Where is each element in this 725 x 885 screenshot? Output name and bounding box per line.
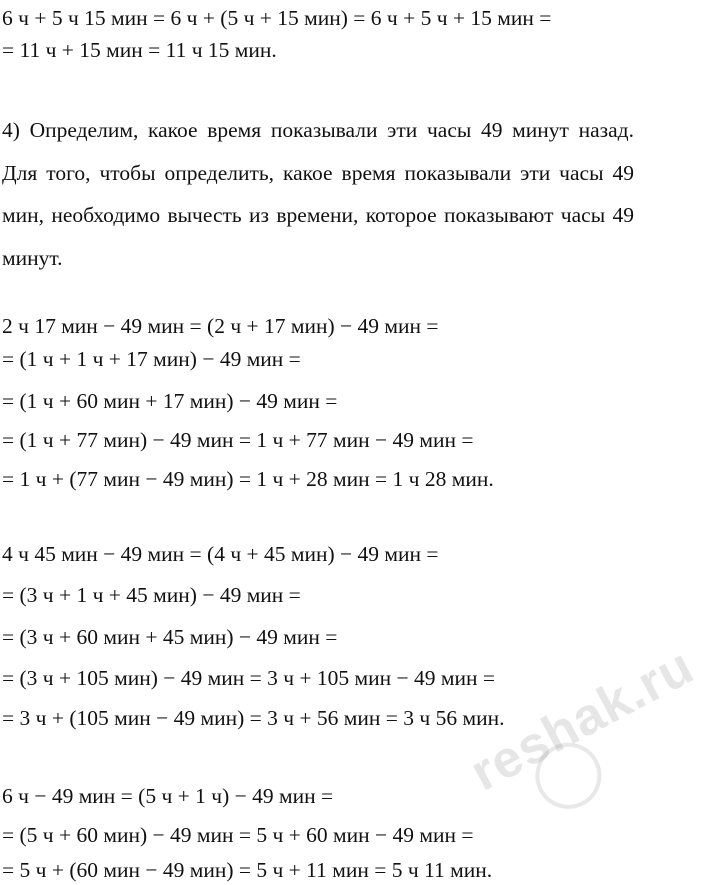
calc-a-line-2: = (1 ч + 1 ч + 17 мин) − 49 мин = [2, 347, 301, 371]
copyright-icon [524, 731, 613, 820]
calc-b-line-1: 4 ч 45 мин − 49 мин = (4 ч + 45 мин) − 49 мин = [2, 542, 439, 566]
calc-b-line-5: = 3 ч + (105 мин − 49 мин) = 3 ч + 56 мин = 3 ч 56 мин. [2, 706, 505, 730]
calc-a-line-4: = (1 ч + 77 мин) − 49 мин = 1 ч + 77 мин − 49 мин = [2, 428, 474, 452]
calc-c-line-2: = (5 ч + 60 мин) − 49 мин = 5 ч + 60 мин − 49 мин = [2, 823, 474, 847]
calc-c-line-1: 6 ч − 49 мин = (5 ч + 1 ч) − 49 мин = [2, 784, 334, 808]
watermark-text: reshak.ru [461, 637, 704, 803]
calc-a-line-1: 2 ч 17 мин − 49 мин = (2 ч + 17 мин) − 49 мин = [2, 314, 439, 338]
equation-line-2: = 11 ч + 15 мин = 11 ч 15 мин. [2, 38, 277, 62]
calc-b-line-4: = (3 ч + 105 мин) − 49 мин = 3 ч + 105 мин − 49 мин = [2, 666, 496, 690]
calc-a-line-5: = 1 ч + (77 мин − 49 мин) = 1 ч + 28 мин = 1 ч 28 мин. [2, 467, 494, 491]
calc-c-line-3: = 5 ч + (60 мин − 49 мин) = 5 ч + 11 мин = 5 ч 11 мин. [2, 858, 493, 882]
step-4-paragraph: 4) Определим, какое время показывали эти часы 49 минут назад. Для того, чтобы определить, какое время показывали эти часы 49 мин, необходимо вычесть из времени, которое показывают часы 49 минут. [2, 118, 634, 270]
calc-b-line-2: = (3 ч + 1 ч + 45 мин) − 49 мин = [2, 583, 301, 607]
calc-b-line-3: = (3 ч + 60 мин + 45 мин) − 49 мин = [2, 625, 338, 649]
calc-a-line-3: = (1 ч + 60 мин + 17 мин) − 49 мин = [2, 389, 338, 413]
equation-line-1: 6 ч + 5 ч 15 мин = 6 ч + (5 ч + 15 мин) = 6 ч + 5 ч + 15 мин = [2, 6, 552, 30]
